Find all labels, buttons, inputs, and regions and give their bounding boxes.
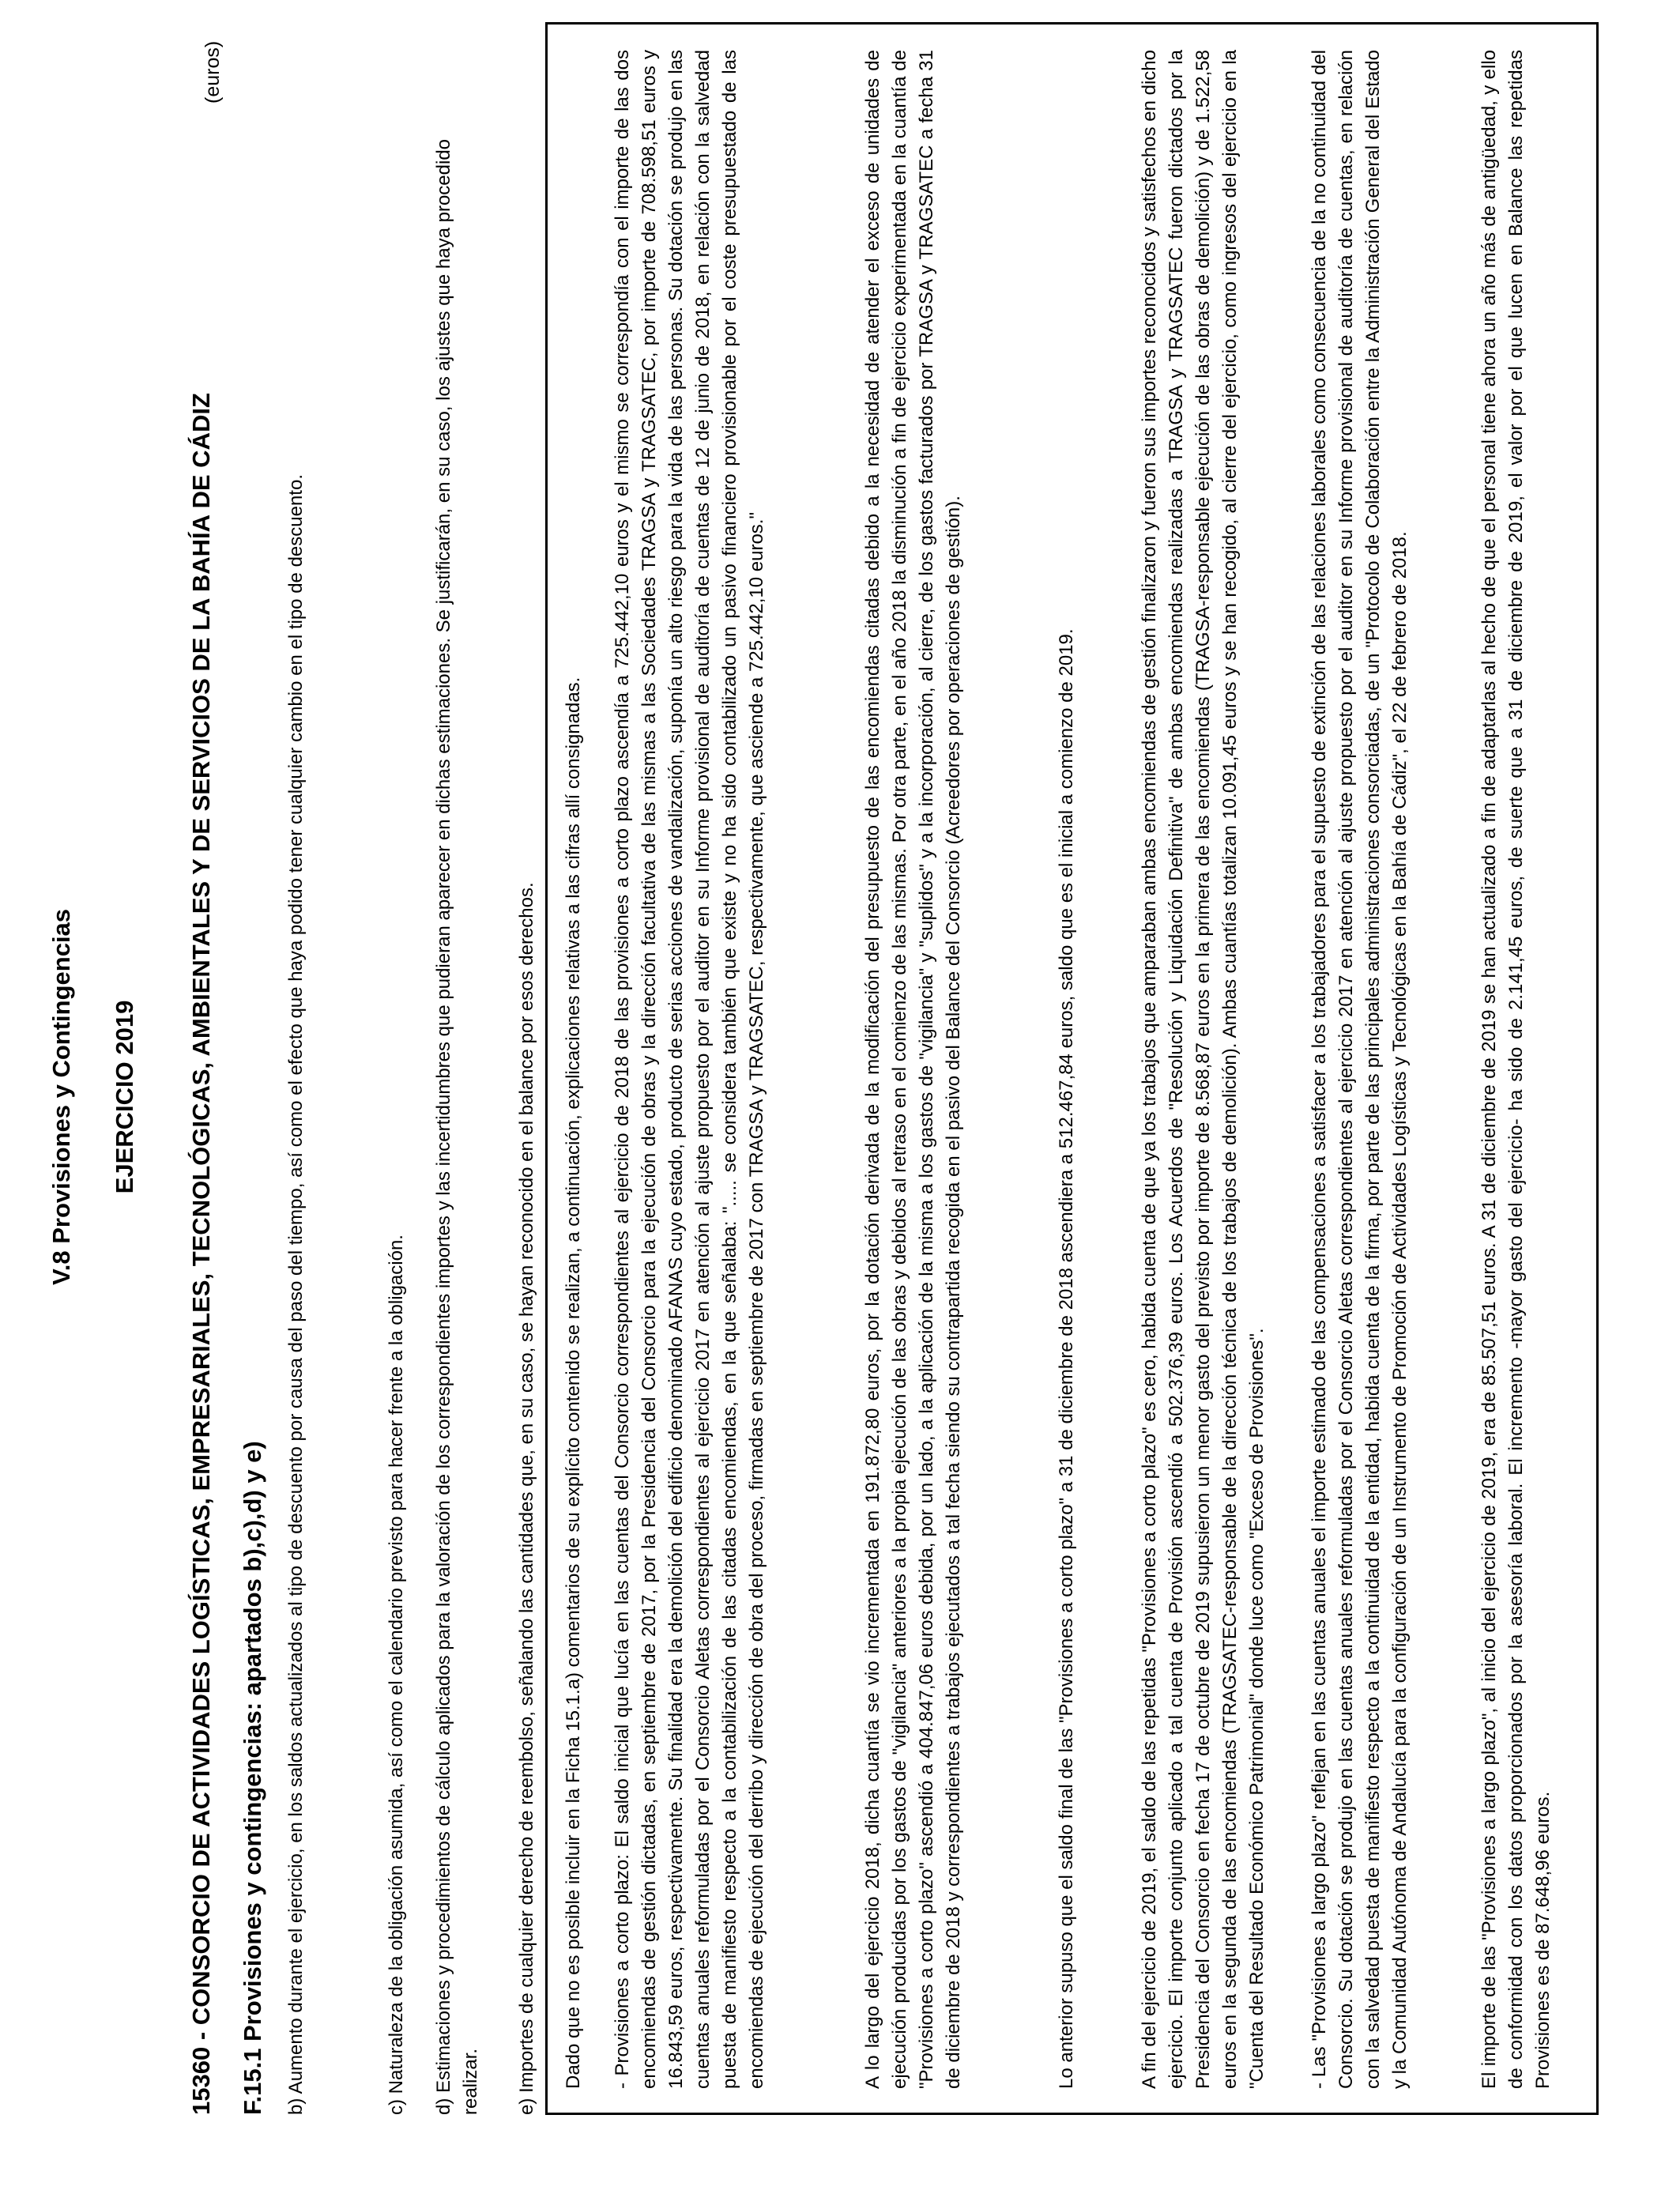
- entity-heading: 15360 - CONSORCIO DE ACTIVIDADES LOGÍSTICAS, EMPRESARIALES, TECNOLÓGICAS, AMBIENTALES Y DE SERVICIOS DE LA BAHÍA DE CÁDIZ: [187, 393, 215, 2115]
- long-term-amount-paragraph: El importe de las "Provisiones a largo plazo", al inicio del ejercicio de 2019, era de 85.507,51 euros. A 31 de diciembre de 2019 se han actualizado a fin de adaptarlas al hecho de que el personal tiene ahora un año más de antigüedad, y ello de conformidad con los datos proporcionados por la asesoría laboral. El incremento -mayor gasto del ejercicio- ha sido de 2.141,45 euros, de suerte que a 31 de diciembre de 2019, el valor por el que lucen en Balance las repetidas Provisiones es de 87.648,96 euros.: [1478, 50, 1554, 2089]
- year-end-2019-paragraph: A fin del ejercicio de 2019, el saldo de las repetidas "Provisiones a corto plazo" es cero, habida cuenta de que ya los trabajos que amparaban ambas encomiendas de gestión finalizaron y fueron sus importes reconocidos y satisfechos en dicho ejercicio. El importe conjunto aplicado a tal cuenta de Provisión ascendió a 502.376,39 euros. Los Acuerdos de "Resolución y Liquidación Definitiva" de ambas encomiendas realizadas a TRAGSA y TRAGSATEC fueron dictados por la Presidencia del Consorcio en fecha 17 de octubre de 2019 supusieron un menor gasto del previsto por importe de 8.568,87 euros en la primera de las encomiendas (TRAGSA-responsable ejecución de las obras de demolición) y de 1.522,58 euros en la segunda de las encomiendas (TRAGSATEC-responsable de la dirección técnica de los trabajos de demolición). Ambas cuantías totalizan 10.091,45 euros y se han recogido, al cierre del ejercicio, como ingresos del ejercicio en la "Cuenta del Resultado Económico Patrimonial" donde luce como "Exceso de Provisiones".: [1139, 50, 1268, 2089]
- item-b: b) Aumento durante el ejercicio, en los saldos actualizados al tipo de descuento por causa del paso del tiempo, así como el efecto que haya podido tener cualquier cambio en el tipo de descuento.: [285, 474, 307, 2115]
- item-c: c) Naturaleza de la obligación asumida, así como el calendario previsto para hacer frente a la obligación.: [386, 1235, 407, 2115]
- section-title: F.15.1 Provisiones y contingencias: apartados b),c),d) y e): [239, 1441, 266, 2115]
- fiscal-year-subtitle: EJERCICIO 2019: [111, 1000, 138, 1194]
- page-title: V.8 Provisiones y Contingencias: [47, 908, 75, 1286]
- explanations-box: [545, 22, 1599, 2115]
- year-2018-paragraph: A lo largo del ejercicio 2018, dicha cuantía se vio incrementada en 191.872,80 euros, por la dotación derivada de la modificación del presupuesto de las encomiendas citadas debido a la necesidad de atender el exceso de unidades de ejecución producidas por los gastos de "vigilancia" anteriores a la propia ejecución de las obras y debidos al retraso en el comienzo de las mismas. Por otra parte, en el año 2018 la disminución a fin de ejercicio experimentada en la cuantía de "Provisiones a corto plazo" ascendió a 404.847,06 euros debida, por un lado, a la aplicación de la misma a los gastos de "vigilancia" y "suplidos" y a la incorporación, al cierre, de los gastos facturados por TRAGSA y TRAGSATEC a fecha 31 de diciembre de 2018 y correspondientes a trabajos ejecutados a tal fecha siendo su contrapartida recogida en el pasivo del Balance del Consorcio (Acreedores por operaciones de gestión).: [862, 50, 964, 2089]
- item-e: e) Importes de cualquier derecho de reembolso, señalando las cantidades que, en su caso, se hayan reconocido en el balance por esos derechos.: [516, 882, 537, 2115]
- final-balance-2018-paragraph: Lo anterior supuso que el saldo final de las "Provisiones a corto plazo" a 31 de diciembre de 2018 ascendiera a 512.467,84 euros, saldo que es el inicial a comienzo de 2019.: [1056, 628, 1077, 2089]
- box-intro: Dado que no es posible incluir en la Ficha 15.1.a) comentarios de su explícito contenido se realizan, a continuación, explicaciones relativas a las cifras allí consignadas.: [563, 677, 584, 2089]
- currency-note: (euros): [202, 40, 224, 104]
- item-d: d) Estimaciones y procedimientos de cálculo aplicados para la valoración de los correspondientes importes y las incertidumbres que pudieran aparecer en dichas estimaciones. Se justificarán, en su caso, los ajustes que haya procedido realizar.: [433, 138, 481, 2115]
- long-term-provisions-paragraph: - Las "Provisiones a largo plazo" reflejan en las cuentas anuales el importe estimado de las compensaciones a satisfacer a los trabajadores para el supuesto de extinción de las relaciones laborales como consecuencia de la no continuidad del Consorcio. Su dotación se produjo en las cuentas anuales reformuladas por el Consorcio Aletas correspondientes al ejercicio 2017 en atención al ajuste propuesto por el auditor en su Informe provisional de auditoría de cuentas, en relación con la salvedad puesta de manifiesto respecto a la continuidad de la entidad, habida cuenta de la firma, por parte de las principales administraciones consorciadas, de un "Protocolo de Colaboración entre la Administración General del Estado y la Comunidad Autónoma de Andalucía para la configuración de un Instrumento de Promoción de Actividades Logísticas y Tecnológicas en la Bahía de Cádiz", el 22 de febrero de 2018.: [1309, 50, 1411, 2089]
- short-term-provisions-paragraph: - Provisiones a corto plazo: El saldo inicial que lucía en las cuentas del Consorcio correspondientes al ejercicio de 2018 de las provisiones a corto plazo ascendía a 725.442,10 euros y el mismo se correspondía con el importe de las dos encomiendas de gestión dictadas, en septiembre de 2017, por la Presidencia del Consorcio para la ejecución de obras y la dirección facultativa de las mismas a las Sociedades TRAGSA y TRAGSATEC, por importe de 708.598,51 euros y 16.843,59 euros, respectivamente. Su finalidad era la demolición del edificio denominado AFANAS cuyo estado, producto de serias acciones de vandalización, suponía un alto riesgo para la vida de las personas. Su dotación se produjo en las cuentas anuales reformuladas por el Consorcio Aletas correspondientes al ejercicio 2017 en atención al ajuste propuesto por el auditor en su Informe provisional de auditoría de cuentas de 12 de junio de 2018, en relación con la salvedad puesta de manifiesto respecto a la contabilización de las citadas encomiendas, en la que señalaba: "..... se considera también que existe y no ha sido contabilizado un pasivo financiero provisionable por el coste presupuestado de las encomiendas de ejecución del derribo y dirección de obra del proceso, firmadas en septiembre de 2017 con TRAGSA y TRAGSATEC, respectivamente, que asciende a 725.442,10 euros.": [612, 50, 767, 2089]
